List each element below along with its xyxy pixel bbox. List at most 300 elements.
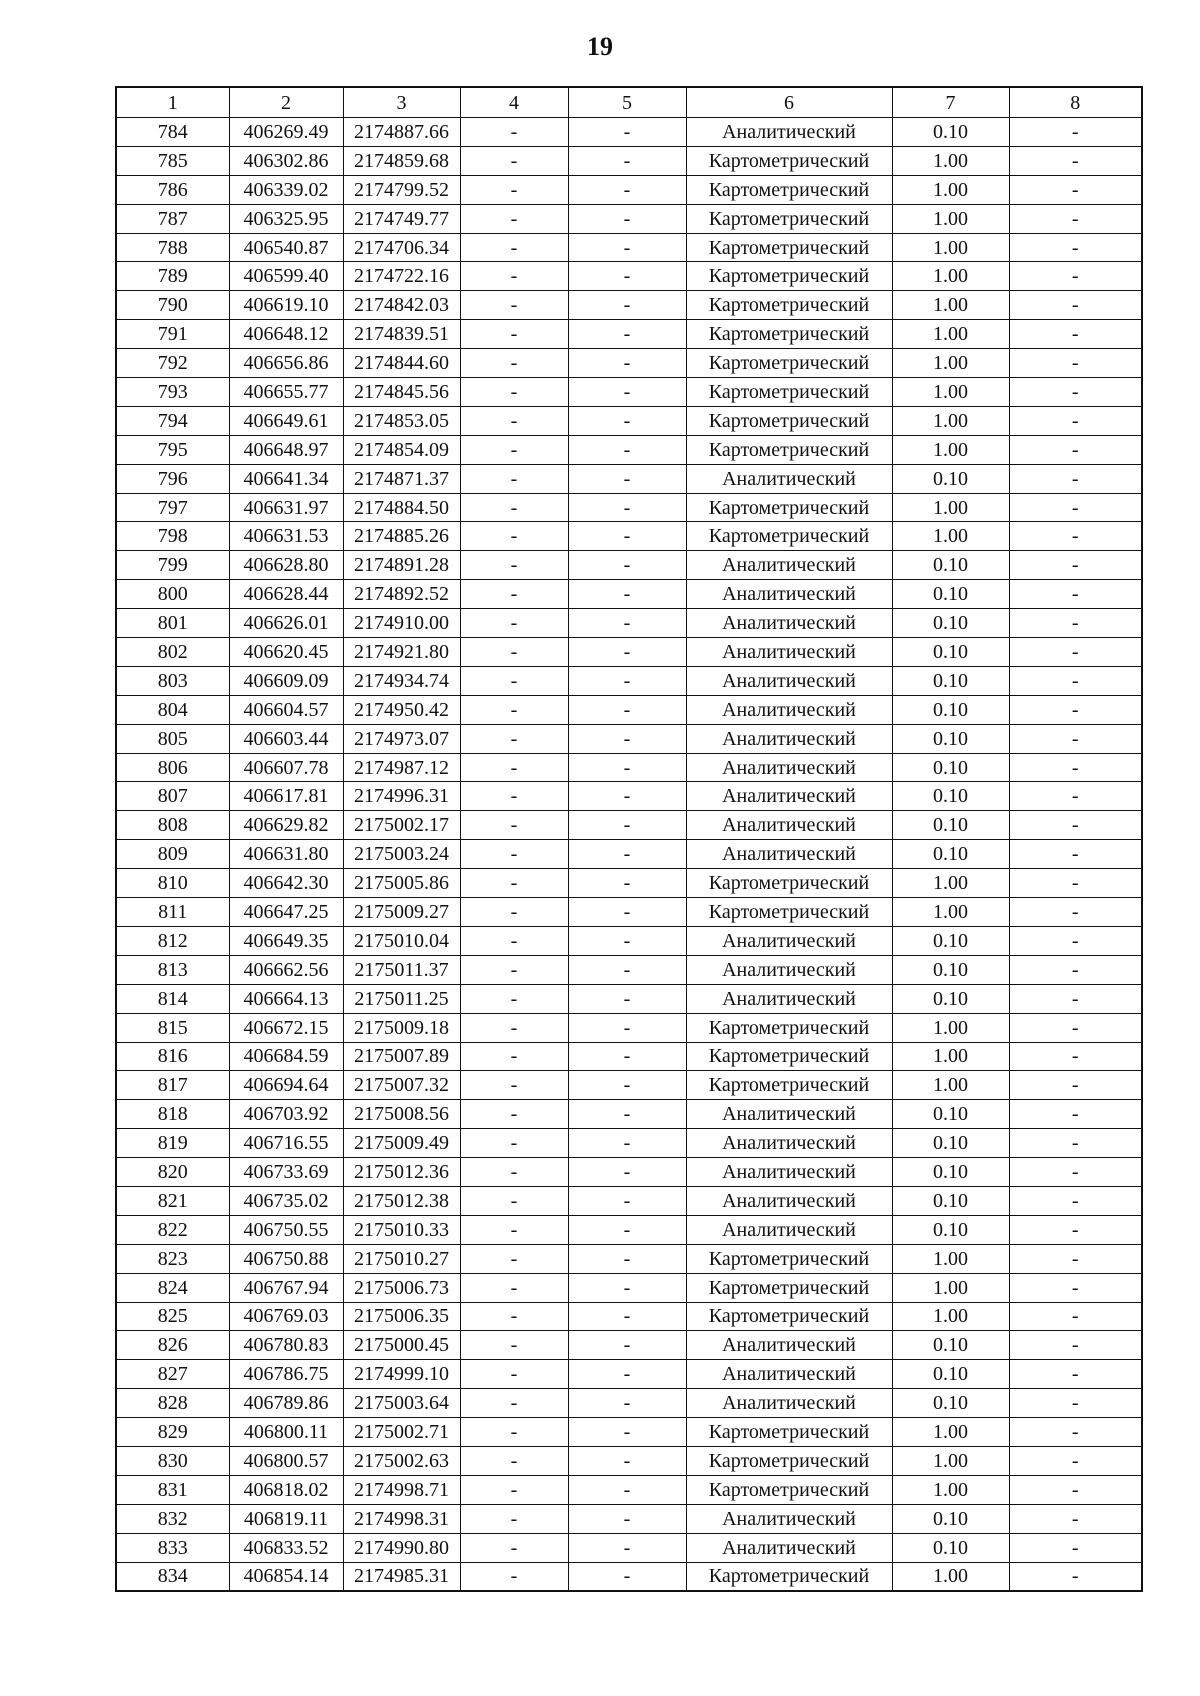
accuracy-cell: 0.10 bbox=[892, 1389, 1009, 1418]
point-number-cell: 798 bbox=[116, 522, 229, 551]
table-row bbox=[116, 1071, 1142, 1100]
column-header-8: 8 bbox=[1009, 87, 1142, 118]
col-8-cell: - bbox=[1009, 1562, 1142, 1591]
accuracy-cell: 0.10 bbox=[892, 782, 1009, 811]
col-4-cell: - bbox=[460, 638, 568, 667]
accuracy-cell: 1.00 bbox=[892, 1273, 1009, 1302]
method-cell: Картометрический bbox=[686, 435, 892, 464]
col-5-cell: - bbox=[568, 811, 686, 840]
y-coordinate-cell: 2174985.31 bbox=[343, 1562, 460, 1591]
col-5-cell: - bbox=[568, 1042, 686, 1071]
col-5-cell: - bbox=[568, 435, 686, 464]
table-row bbox=[116, 609, 1142, 638]
x-coordinate-cell: 406735.02 bbox=[229, 1186, 343, 1215]
y-coordinate-cell: 2174950.42 bbox=[343, 695, 460, 724]
point-number-cell: 803 bbox=[116, 666, 229, 695]
col-8-cell: - bbox=[1009, 493, 1142, 522]
col-5-cell: - bbox=[568, 1244, 686, 1273]
method-cell: Картометрический bbox=[686, 262, 892, 291]
table-row bbox=[116, 1360, 1142, 1389]
column-header-3: 3 bbox=[343, 87, 460, 118]
point-number-cell: 800 bbox=[116, 580, 229, 609]
accuracy-cell: 1.00 bbox=[892, 1446, 1009, 1475]
method-cell: Аналитический bbox=[686, 1215, 892, 1244]
method-cell: Аналитический bbox=[686, 811, 892, 840]
y-coordinate-cell: 2175009.27 bbox=[343, 898, 460, 927]
point-number-cell: 807 bbox=[116, 782, 229, 811]
point-number-cell: 832 bbox=[116, 1504, 229, 1533]
col-8-cell: - bbox=[1009, 609, 1142, 638]
accuracy-cell: 1.00 bbox=[892, 898, 1009, 927]
col-5-cell: - bbox=[568, 1186, 686, 1215]
col-4-cell: - bbox=[460, 753, 568, 782]
col-8-cell: - bbox=[1009, 522, 1142, 551]
accuracy-cell: 1.00 bbox=[892, 233, 1009, 262]
column-header-5: 5 bbox=[568, 87, 686, 118]
col-4-cell: - bbox=[460, 204, 568, 233]
col-5-cell: - bbox=[568, 1562, 686, 1591]
table-row bbox=[116, 1389, 1142, 1418]
col-4-cell: - bbox=[460, 724, 568, 753]
x-coordinate-cell: 406302.86 bbox=[229, 146, 343, 175]
accuracy-cell: 0.10 bbox=[892, 955, 1009, 984]
x-coordinate-cell: 406854.14 bbox=[229, 1562, 343, 1591]
col-4-cell: - bbox=[460, 1331, 568, 1360]
col-4-cell: - bbox=[460, 1562, 568, 1591]
table-header bbox=[116, 87, 1142, 118]
method-cell: Картометрический bbox=[686, 349, 892, 378]
table-row bbox=[116, 1158, 1142, 1187]
point-number-cell: 792 bbox=[116, 349, 229, 378]
method-cell: Аналитический bbox=[686, 955, 892, 984]
col-4-cell: - bbox=[460, 811, 568, 840]
point-number-cell: 827 bbox=[116, 1360, 229, 1389]
table-row bbox=[116, 782, 1142, 811]
x-coordinate-cell: 406662.56 bbox=[229, 955, 343, 984]
x-coordinate-cell: 406769.03 bbox=[229, 1302, 343, 1331]
col-5-cell: - bbox=[568, 1360, 686, 1389]
y-coordinate-cell: 2175005.86 bbox=[343, 869, 460, 898]
x-coordinate-cell: 406649.35 bbox=[229, 926, 343, 955]
point-number-cell: 812 bbox=[116, 926, 229, 955]
method-cell: Аналитический bbox=[686, 666, 892, 695]
col-5-cell: - bbox=[568, 551, 686, 580]
col-4-cell: - bbox=[460, 898, 568, 927]
point-number-cell: 822 bbox=[116, 1215, 229, 1244]
y-coordinate-cell: 2174706.34 bbox=[343, 233, 460, 262]
col-4-cell: - bbox=[460, 291, 568, 320]
y-coordinate-cell: 2175010.27 bbox=[343, 1244, 460, 1273]
col-4-cell: - bbox=[460, 1533, 568, 1562]
col-8-cell: - bbox=[1009, 898, 1142, 927]
col-8-cell: - bbox=[1009, 869, 1142, 898]
accuracy-cell: 1.00 bbox=[892, 320, 1009, 349]
point-number-cell: 815 bbox=[116, 1013, 229, 1042]
method-cell: Картометрический bbox=[686, 898, 892, 927]
table-row bbox=[116, 1100, 1142, 1129]
x-coordinate-cell: 406750.88 bbox=[229, 1244, 343, 1273]
y-coordinate-cell: 2174891.28 bbox=[343, 551, 460, 580]
x-coordinate-cell: 406629.82 bbox=[229, 811, 343, 840]
method-cell: Картометрический bbox=[686, 204, 892, 233]
table-row bbox=[116, 435, 1142, 464]
point-number-cell: 821 bbox=[116, 1186, 229, 1215]
point-number-cell: 829 bbox=[116, 1418, 229, 1447]
column-header-4: 4 bbox=[460, 87, 568, 118]
table-row bbox=[116, 1129, 1142, 1158]
y-coordinate-cell: 2174854.09 bbox=[343, 435, 460, 464]
y-coordinate-cell: 2175010.33 bbox=[343, 1215, 460, 1244]
col-4-cell: - bbox=[460, 1302, 568, 1331]
accuracy-cell: 1.00 bbox=[892, 435, 1009, 464]
point-number-cell: 824 bbox=[116, 1273, 229, 1302]
method-cell: Аналитический bbox=[686, 926, 892, 955]
col-8-cell: - bbox=[1009, 984, 1142, 1013]
col-4-cell: - bbox=[460, 1504, 568, 1533]
point-number-cell: 809 bbox=[116, 840, 229, 869]
col-5-cell: - bbox=[568, 233, 686, 262]
col-4-cell: - bbox=[460, 435, 568, 464]
x-coordinate-cell: 406649.61 bbox=[229, 406, 343, 435]
header-row bbox=[116, 87, 1142, 118]
x-coordinate-cell: 406786.75 bbox=[229, 1360, 343, 1389]
col-8-cell: - bbox=[1009, 1302, 1142, 1331]
y-coordinate-cell: 2175007.89 bbox=[343, 1042, 460, 1071]
col-5-cell: - bbox=[568, 984, 686, 1013]
col-5-cell: - bbox=[568, 724, 686, 753]
col-4-cell: - bbox=[460, 233, 568, 262]
col-5-cell: - bbox=[568, 291, 686, 320]
col-5-cell: - bbox=[568, 262, 686, 291]
col-8-cell: - bbox=[1009, 753, 1142, 782]
method-cell: Аналитический bbox=[686, 609, 892, 638]
x-coordinate-cell: 406617.81 bbox=[229, 782, 343, 811]
x-coordinate-cell: 406603.44 bbox=[229, 724, 343, 753]
accuracy-cell: 0.10 bbox=[892, 580, 1009, 609]
col-4-cell: - bbox=[460, 320, 568, 349]
col-8-cell: - bbox=[1009, 724, 1142, 753]
point-number-cell: 834 bbox=[116, 1562, 229, 1591]
accuracy-cell: 1.00 bbox=[892, 378, 1009, 407]
table-row bbox=[116, 1504, 1142, 1533]
table-row bbox=[116, 1562, 1142, 1591]
col-8-cell: - bbox=[1009, 262, 1142, 291]
x-coordinate-cell: 406647.25 bbox=[229, 898, 343, 927]
col-5-cell: - bbox=[568, 1331, 686, 1360]
accuracy-cell: 1.00 bbox=[892, 1244, 1009, 1273]
point-number-cell: 825 bbox=[116, 1302, 229, 1331]
point-number-cell: 823 bbox=[116, 1244, 229, 1273]
accuracy-cell: 1.00 bbox=[892, 522, 1009, 551]
y-coordinate-cell: 2174999.10 bbox=[343, 1360, 460, 1389]
table-row bbox=[116, 1013, 1142, 1042]
col-4-cell: - bbox=[460, 118, 568, 147]
method-cell: Аналитический bbox=[686, 1158, 892, 1187]
col-8-cell: - bbox=[1009, 204, 1142, 233]
table-row bbox=[116, 984, 1142, 1013]
accuracy-cell: 0.10 bbox=[892, 724, 1009, 753]
col-5-cell: - bbox=[568, 378, 686, 407]
point-number-cell: 816 bbox=[116, 1042, 229, 1071]
column-header-2: 2 bbox=[229, 87, 343, 118]
y-coordinate-cell: 2175002.71 bbox=[343, 1418, 460, 1447]
accuracy-cell: 0.10 bbox=[892, 1158, 1009, 1187]
col-5-cell: - bbox=[568, 926, 686, 955]
method-cell: Картометрический bbox=[686, 291, 892, 320]
accuracy-cell: 0.10 bbox=[892, 551, 1009, 580]
col-4-cell: - bbox=[460, 1446, 568, 1475]
col-8-cell: - bbox=[1009, 1158, 1142, 1187]
x-coordinate-cell: 406789.86 bbox=[229, 1389, 343, 1418]
point-number-cell: 789 bbox=[116, 262, 229, 291]
col-4-cell: - bbox=[460, 609, 568, 638]
method-cell: Аналитический bbox=[686, 782, 892, 811]
accuracy-cell: 0.10 bbox=[892, 1215, 1009, 1244]
col-5-cell: - bbox=[568, 753, 686, 782]
col-5-cell: - bbox=[568, 1215, 686, 1244]
table-row bbox=[116, 926, 1142, 955]
x-coordinate-cell: 406628.44 bbox=[229, 580, 343, 609]
x-coordinate-cell: 406694.64 bbox=[229, 1071, 343, 1100]
y-coordinate-cell: 2175011.25 bbox=[343, 984, 460, 1013]
x-coordinate-cell: 406540.87 bbox=[229, 233, 343, 262]
x-coordinate-cell: 406641.34 bbox=[229, 464, 343, 493]
col-8-cell: - bbox=[1009, 1418, 1142, 1447]
method-cell: Аналитический bbox=[686, 1331, 892, 1360]
col-4-cell: - bbox=[460, 175, 568, 204]
point-number-cell: 784 bbox=[116, 118, 229, 147]
table-row bbox=[116, 1186, 1142, 1215]
y-coordinate-cell: 2174998.71 bbox=[343, 1475, 460, 1504]
method-cell: Аналитический bbox=[686, 840, 892, 869]
y-coordinate-cell: 2175009.49 bbox=[343, 1129, 460, 1158]
table-row bbox=[116, 1273, 1142, 1302]
col-4-cell: - bbox=[460, 782, 568, 811]
col-8-cell: - bbox=[1009, 1389, 1142, 1418]
column-header-6: 6 bbox=[686, 87, 892, 118]
table-row bbox=[116, 1418, 1142, 1447]
col-8-cell: - bbox=[1009, 1186, 1142, 1215]
col-8-cell: - bbox=[1009, 666, 1142, 695]
method-cell: Аналитический bbox=[686, 464, 892, 493]
y-coordinate-cell: 2174934.74 bbox=[343, 666, 460, 695]
point-number-cell: 805 bbox=[116, 724, 229, 753]
table-row bbox=[116, 869, 1142, 898]
accuracy-cell: 1.00 bbox=[892, 349, 1009, 378]
point-number-cell: 817 bbox=[116, 1071, 229, 1100]
method-cell: Картометрический bbox=[686, 493, 892, 522]
table-row bbox=[116, 118, 1142, 147]
col-4-cell: - bbox=[460, 1215, 568, 1244]
y-coordinate-cell: 2174844.60 bbox=[343, 349, 460, 378]
table-row bbox=[116, 1475, 1142, 1504]
col-8-cell: - bbox=[1009, 146, 1142, 175]
y-coordinate-cell: 2174853.05 bbox=[343, 406, 460, 435]
table-row bbox=[116, 753, 1142, 782]
y-coordinate-cell: 2174859.68 bbox=[343, 146, 460, 175]
col-4-cell: - bbox=[460, 1129, 568, 1158]
point-number-cell: 785 bbox=[116, 146, 229, 175]
point-number-cell: 833 bbox=[116, 1533, 229, 1562]
accuracy-cell: 0.10 bbox=[892, 1186, 1009, 1215]
method-cell: Аналитический bbox=[686, 1533, 892, 1562]
col-8-cell: - bbox=[1009, 406, 1142, 435]
method-cell: Картометрический bbox=[686, 1042, 892, 1071]
x-coordinate-cell: 406607.78 bbox=[229, 753, 343, 782]
point-number-cell: 814 bbox=[116, 984, 229, 1013]
col-5-cell: - bbox=[568, 146, 686, 175]
point-number-cell: 811 bbox=[116, 898, 229, 927]
accuracy-cell: 0.10 bbox=[892, 1533, 1009, 1562]
col-8-cell: - bbox=[1009, 840, 1142, 869]
x-coordinate-cell: 406672.15 bbox=[229, 1013, 343, 1042]
col-4-cell: - bbox=[460, 1100, 568, 1129]
method-cell: Картометрический bbox=[686, 1013, 892, 1042]
col-5-cell: - bbox=[568, 175, 686, 204]
col-5-cell: - bbox=[568, 320, 686, 349]
point-number-cell: 787 bbox=[116, 204, 229, 233]
accuracy-cell: 0.10 bbox=[892, 464, 1009, 493]
method-cell: Аналитический bbox=[686, 1389, 892, 1418]
col-5-cell: - bbox=[568, 1504, 686, 1533]
x-coordinate-cell: 406648.97 bbox=[229, 435, 343, 464]
col-4-cell: - bbox=[460, 464, 568, 493]
x-coordinate-cell: 406716.55 bbox=[229, 1129, 343, 1158]
col-8-cell: - bbox=[1009, 1273, 1142, 1302]
y-coordinate-cell: 2174887.66 bbox=[343, 118, 460, 147]
col-4-cell: - bbox=[460, 349, 568, 378]
col-8-cell: - bbox=[1009, 349, 1142, 378]
col-5-cell: - bbox=[568, 1100, 686, 1129]
method-cell: Картометрический bbox=[686, 1273, 892, 1302]
table-row bbox=[116, 1533, 1142, 1562]
method-cell: Аналитический bbox=[686, 1129, 892, 1158]
x-coordinate-cell: 406819.11 bbox=[229, 1504, 343, 1533]
point-number-cell: 796 bbox=[116, 464, 229, 493]
method-cell: Аналитический bbox=[686, 1504, 892, 1533]
method-cell: Аналитический bbox=[686, 695, 892, 724]
x-coordinate-cell: 406818.02 bbox=[229, 1475, 343, 1504]
method-cell: Аналитический bbox=[686, 638, 892, 667]
method-cell: Аналитический bbox=[686, 1186, 892, 1215]
col-5-cell: - bbox=[568, 204, 686, 233]
col-8-cell: - bbox=[1009, 1215, 1142, 1244]
method-cell: Картометрический bbox=[686, 146, 892, 175]
col-8-cell: - bbox=[1009, 291, 1142, 320]
method-cell: Аналитический bbox=[686, 580, 892, 609]
table-row bbox=[116, 349, 1142, 378]
col-4-cell: - bbox=[460, 984, 568, 1013]
col-8-cell: - bbox=[1009, 811, 1142, 840]
table-row bbox=[116, 955, 1142, 984]
point-number-cell: 808 bbox=[116, 811, 229, 840]
y-coordinate-cell: 2175011.37 bbox=[343, 955, 460, 984]
col-8-cell: - bbox=[1009, 118, 1142, 147]
point-number-cell: 795 bbox=[116, 435, 229, 464]
table-row bbox=[116, 580, 1142, 609]
accuracy-cell: 0.10 bbox=[892, 609, 1009, 638]
accuracy-cell: 1.00 bbox=[892, 262, 1009, 291]
col-5-cell: - bbox=[568, 898, 686, 927]
accuracy-cell: 0.10 bbox=[892, 638, 1009, 667]
col-4-cell: - bbox=[460, 1418, 568, 1447]
col-5-cell: - bbox=[568, 1389, 686, 1418]
accuracy-cell: 1.00 bbox=[892, 1475, 1009, 1504]
col-5-cell: - bbox=[568, 464, 686, 493]
point-number-cell: 802 bbox=[116, 638, 229, 667]
method-cell: Картометрический bbox=[686, 1562, 892, 1591]
col-5-cell: - bbox=[568, 955, 686, 984]
col-4-cell: - bbox=[460, 1475, 568, 1504]
point-number-cell: 819 bbox=[116, 1129, 229, 1158]
x-coordinate-cell: 406269.49 bbox=[229, 118, 343, 147]
method-cell: Аналитический bbox=[686, 984, 892, 1013]
x-coordinate-cell: 406750.55 bbox=[229, 1215, 343, 1244]
point-number-cell: 799 bbox=[116, 551, 229, 580]
col-4-cell: - bbox=[460, 840, 568, 869]
col-4-cell: - bbox=[460, 580, 568, 609]
col-8-cell: - bbox=[1009, 233, 1142, 262]
point-number-cell: 806 bbox=[116, 753, 229, 782]
col-8-cell: - bbox=[1009, 1244, 1142, 1273]
method-cell: Картометрический bbox=[686, 1244, 892, 1273]
method-cell: Картометрический bbox=[686, 320, 892, 349]
accuracy-cell: 1.00 bbox=[892, 146, 1009, 175]
col-5-cell: - bbox=[568, 638, 686, 667]
column-header-7: 7 bbox=[892, 87, 1009, 118]
col-5-cell: - bbox=[568, 840, 686, 869]
col-5-cell: - bbox=[568, 349, 686, 378]
x-coordinate-cell: 406703.92 bbox=[229, 1100, 343, 1129]
table-row bbox=[116, 551, 1142, 580]
point-number-cell: 794 bbox=[116, 406, 229, 435]
table-row bbox=[116, 146, 1142, 175]
col-4-cell: - bbox=[460, 378, 568, 407]
col-8-cell: - bbox=[1009, 1042, 1142, 1071]
y-coordinate-cell: 2175003.64 bbox=[343, 1389, 460, 1418]
col-4-cell: - bbox=[460, 146, 568, 175]
table-row bbox=[116, 175, 1142, 204]
x-coordinate-cell: 406631.53 bbox=[229, 522, 343, 551]
method-cell: Картометрический bbox=[686, 406, 892, 435]
accuracy-cell: 1.00 bbox=[892, 291, 1009, 320]
point-number-cell: 830 bbox=[116, 1446, 229, 1475]
accuracy-cell: 0.10 bbox=[892, 695, 1009, 724]
y-coordinate-cell: 2174722.16 bbox=[343, 262, 460, 291]
accuracy-cell: 1.00 bbox=[892, 1042, 1009, 1071]
x-coordinate-cell: 406325.95 bbox=[229, 204, 343, 233]
table-row bbox=[116, 898, 1142, 927]
y-coordinate-cell: 2174892.52 bbox=[343, 580, 460, 609]
method-cell: Аналитический bbox=[686, 1360, 892, 1389]
y-coordinate-cell: 2174987.12 bbox=[343, 753, 460, 782]
point-number-cell: 831 bbox=[116, 1475, 229, 1504]
col-8-cell: - bbox=[1009, 695, 1142, 724]
col-8-cell: - bbox=[1009, 1533, 1142, 1562]
y-coordinate-cell: 2175012.36 bbox=[343, 1158, 460, 1187]
method-cell: Картометрический bbox=[686, 175, 892, 204]
col-5-cell: - bbox=[568, 580, 686, 609]
y-coordinate-cell: 2175003.24 bbox=[343, 840, 460, 869]
col-4-cell: - bbox=[460, 1273, 568, 1302]
point-number-cell: 791 bbox=[116, 320, 229, 349]
accuracy-cell: 0.10 bbox=[892, 1100, 1009, 1129]
col-8-cell: - bbox=[1009, 955, 1142, 984]
col-5-cell: - bbox=[568, 1273, 686, 1302]
accuracy-cell: 0.10 bbox=[892, 1504, 1009, 1533]
table-row bbox=[116, 666, 1142, 695]
table-row bbox=[116, 493, 1142, 522]
